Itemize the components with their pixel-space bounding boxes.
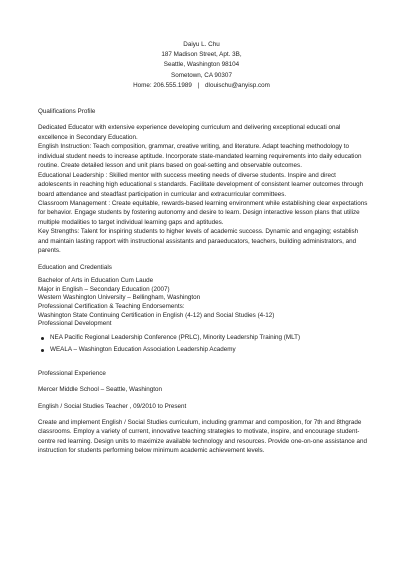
professional-development-line: Professional Development xyxy=(38,320,112,328)
address-line-1: 187 Madison Street, Apt. 3B, xyxy=(161,51,242,59)
university-line: Western Washington University – Bellingham, Washington xyxy=(38,294,201,302)
email-address: dlouischu@anyisp.com xyxy=(205,81,270,89)
contact-line xyxy=(0,81,403,91)
list-item-text: NEA Pacific Regional Leadership Conference (PRLC), Minority Leadership Training (MLT) xyxy=(50,334,301,342)
key-strengths-paragraph: Key Strengths: Talent for inspiring students to higher levels of academic success. Dynamic and engaging; establish and maintain lasting rapport with instructional assistants and paraeducators, teachers, building administrators, and parents. xyxy=(38,228,359,255)
education-section xyxy=(38,263,368,357)
summary-paragraph: Dedicated Educator with extensive experience developing curriculum and delivering exceptional educati onal excellence in Secondary Education. xyxy=(38,124,341,141)
degree-line: Bachelor of Arts in Education Cum Laude xyxy=(38,277,154,284)
candidate-name: Daiyu L. Chu xyxy=(183,41,220,48)
contact-header xyxy=(0,40,403,91)
qualifications-heading: Qualifications Profile xyxy=(38,108,96,115)
home-label: Home: xyxy=(133,81,152,89)
resume-body xyxy=(38,107,368,456)
address-line-2: Seattle, Washington 98104 xyxy=(163,61,240,69)
education-heading: Education and Credentials xyxy=(38,263,112,271)
role-description: Create and implement English / Social Studies curriculum, including grammar and composition, for 7th and 8thgrade classrooms. Employ a variety of current, innovative teaching strategies to motivate, inspire, and encourage student-centre red learning. Design units to maximize available technology and resources. Provide one-on-one assistance and instruction for students performing below minimum academic achievement levels. xyxy=(38,418,368,455)
bullet-icon xyxy=(41,337,44,340)
contact-separator: | xyxy=(197,81,200,89)
english-instruction-paragraph: English Instruction: Teach composition, grammar, creative writing, and literature. Adapt teaching methodology to individual student needs to increase aptitude. Incorporate state-mandated learning requirements into daily education routine. Create detailed lesson and unit plans based on goal-setting and observable outcomes. xyxy=(38,143,362,170)
certification-heading-line: Professional Certification & Teaching Endorsements: xyxy=(38,303,185,311)
employer-line: Mercer Middle School – Seattle, Washington xyxy=(38,386,163,394)
experience-section xyxy=(38,369,368,456)
phone-number: 206.555.1989 xyxy=(153,81,192,89)
qualifications-section xyxy=(38,123,368,255)
certification-line: Washington State Continuing Certification in English (4-12) and Social Studies (4-12) xyxy=(38,311,275,319)
address-line-3: Sometown, CA 90307 xyxy=(171,71,232,79)
major-line: Major in English – Secondary Education (2007) xyxy=(38,285,170,293)
classroom-management-paragraph: Classroom Management : Create equitable, rewards-based learning environment while establishing clear expectations for behavior. Engage students by fostering autonomy and desire to learn. Design interactive lesson plans that utilize multiple modalities to target individual learning gaps and aptitudes. xyxy=(38,199,368,226)
development-list xyxy=(38,332,368,357)
list-item xyxy=(38,332,368,344)
list-item xyxy=(38,344,368,356)
role-line: English / Social Studies Teacher , 09/2010 to Present xyxy=(38,402,187,410)
educational-leadership-paragraph: Educational Leadership : Skilled mentor with success meeting needs of diverse students. Inspire and direct adolescents in reaching high educational s standards. Facilitate development of consistent learner outcomes through board attendance and steadfast participation in curricular and extracurricular committees. xyxy=(38,171,364,198)
experience-heading: Professional Experience xyxy=(38,369,106,377)
bullet-icon xyxy=(41,349,44,352)
list-item-text: WEALA – Washington Education Association Leadership Academy xyxy=(50,346,236,354)
